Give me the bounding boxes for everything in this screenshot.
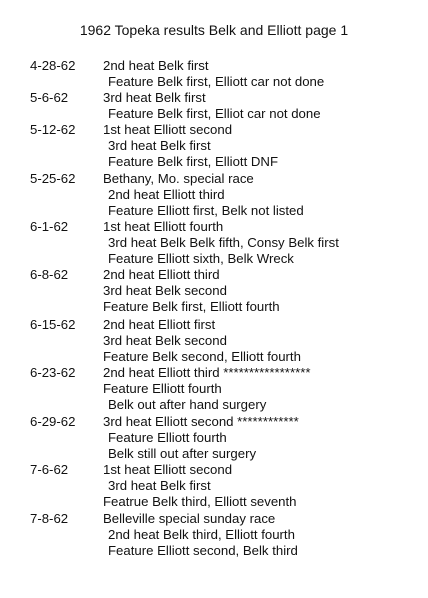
result-line: Belk out after hand surgery <box>108 397 267 412</box>
result-line: 3rd heat Belk first <box>103 90 206 105</box>
result-line: 2nd heat Elliott third <box>108 187 225 202</box>
result-line: 2nd heat Belk first <box>103 58 209 73</box>
entry-date: 7-8-62 <box>30 511 69 526</box>
result-line: 2nd heat Elliott first <box>103 317 216 332</box>
result-line: Feature Belk first, Elliot car not done <box>108 106 321 121</box>
result-line: Belk still out after surgery <box>108 446 257 461</box>
entry-date: 5-25-62 <box>30 171 76 186</box>
result-line: 3rd heat Belk second <box>103 333 227 348</box>
result-line: Feature Elliott sixth, Belk Wreck <box>108 251 294 266</box>
result-line: Feature Elliott fourth <box>108 430 227 445</box>
result-line: Featrue Belk third, Elliott seventh <box>103 494 297 509</box>
result-line: 3rd heat Belk first <box>108 478 211 493</box>
result-line: Feature Belk second, Elliott fourth <box>103 349 301 364</box>
result-line: 1st heat Elliott second <box>103 122 233 137</box>
result-line: Feature Elliott fourth <box>103 381 222 396</box>
result-line: 1st heat Elliott second <box>103 462 233 477</box>
entry-date: 6-1-62 <box>30 219 69 234</box>
entry-date: 5-12-62 <box>30 122 76 137</box>
result-line: Feature Elliott first, Belk not listed <box>108 203 304 218</box>
result-line: Feature Elliott second, Belk third <box>108 543 298 558</box>
entry-date: 5-6-62 <box>30 90 69 105</box>
result-line: 3rd heat Belk second <box>103 283 227 298</box>
result-line: 2nd heat Belk third, Elliott fourth <box>108 527 295 542</box>
result-line: 3rd heat Belk first <box>108 138 211 153</box>
entry-date: 6-23-62 <box>30 365 76 380</box>
entry-date: 6-15-62 <box>30 317 76 332</box>
result-line: 2nd heat Elliott third ***************** <box>103 365 311 380</box>
entry-date: 4-28-62 <box>30 58 76 73</box>
entry-date: 6-8-62 <box>30 267 69 282</box>
entry-date: 6-29-62 <box>30 414 76 429</box>
result-line: 1st heat Elliott fourth <box>103 219 224 234</box>
result-line: 2nd heat Elliott third <box>103 267 220 282</box>
entry-date: 7-6-62 <box>30 462 69 477</box>
result-line: Bethany, Mo. special race <box>103 171 254 186</box>
result-line: Feature Belk first, Elliott fourth <box>103 299 280 314</box>
result-line: Feature Belk first, Elliott DNF <box>108 154 279 169</box>
result-line: Feature Belk first, Elliott car not done <box>108 74 325 89</box>
result-line: 3rd heat Belk Belk fifth, Consy Belk first <box>108 235 339 250</box>
result-line: 3rd heat Elliott second ************ <box>103 414 299 429</box>
page-title: 1962 Topeka results Belk and Elliott page 1 <box>79 22 349 38</box>
result-line: Belleville special sunday race <box>103 511 276 526</box>
